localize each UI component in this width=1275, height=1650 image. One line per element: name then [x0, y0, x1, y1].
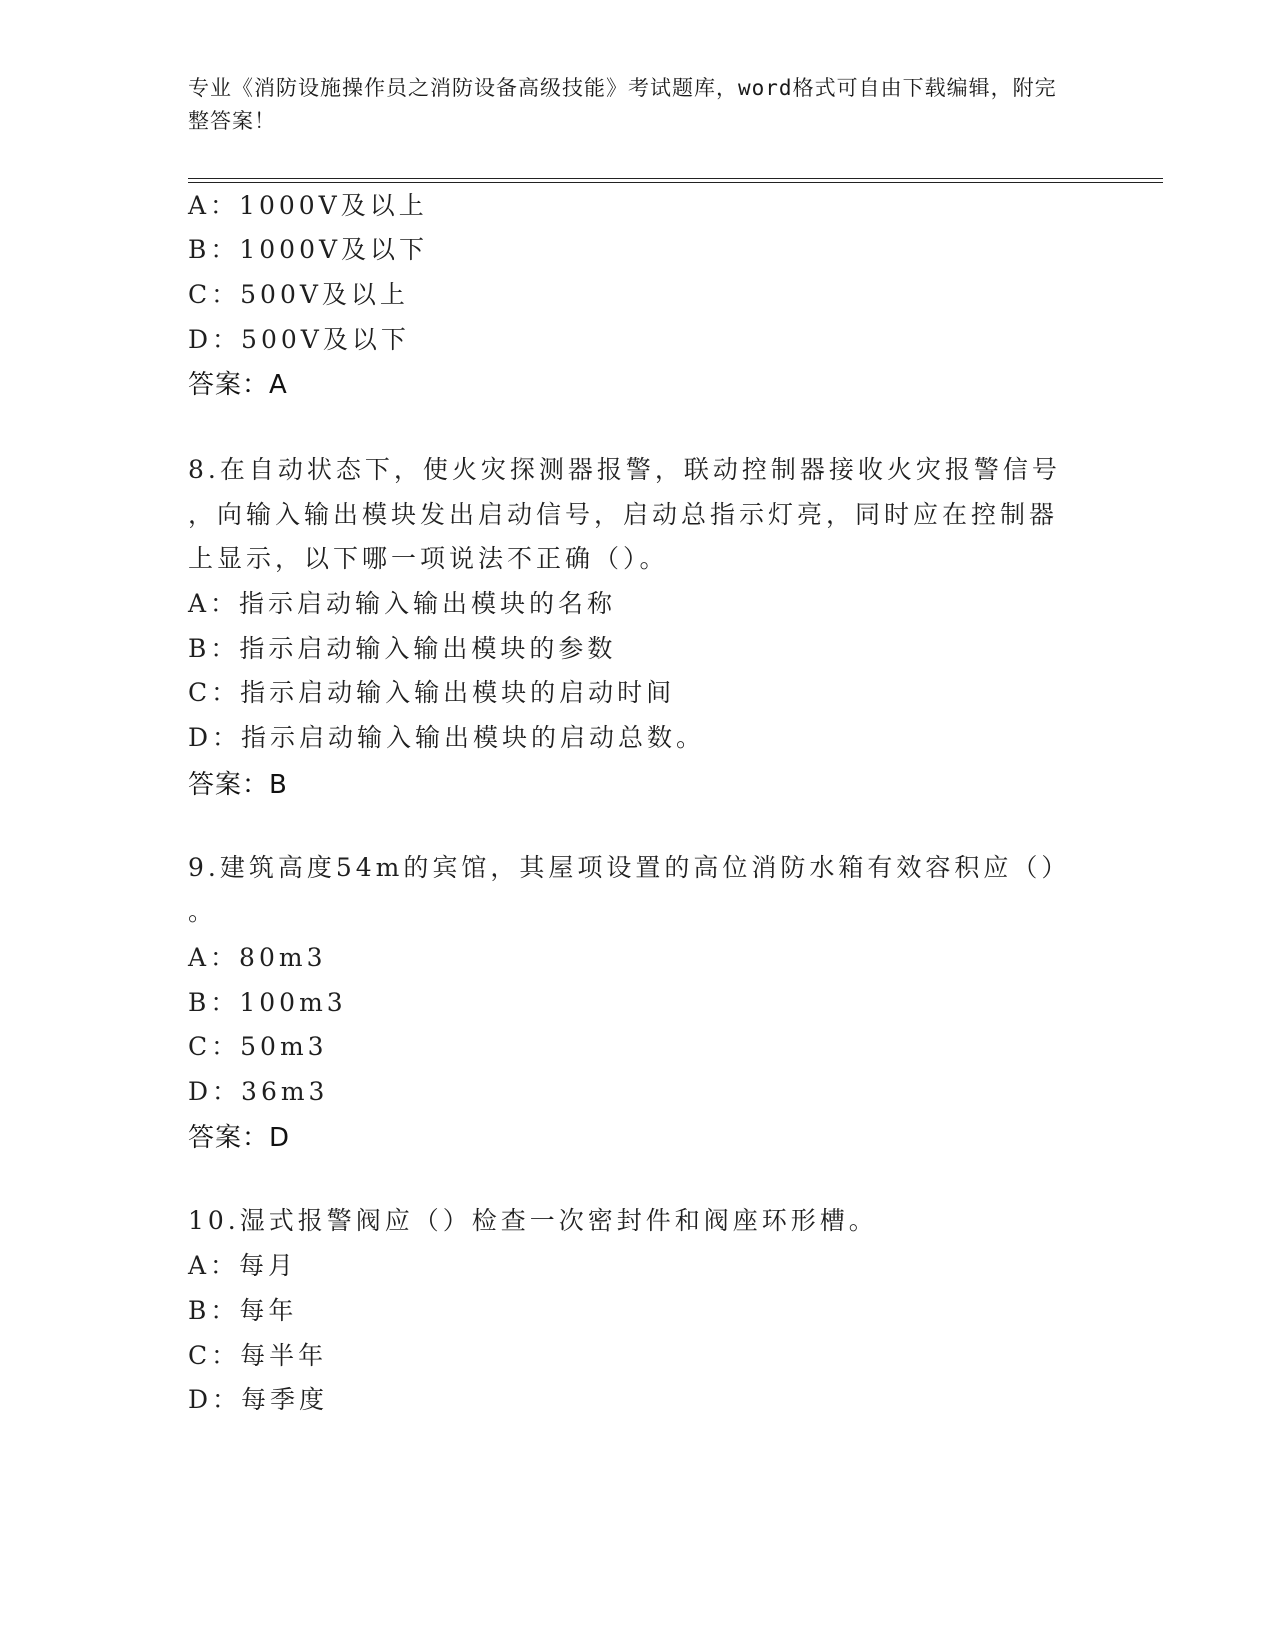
q10-option-d: D：每季度: [188, 1385, 329, 1414]
q10-option-b: B：每年: [188, 1296, 298, 1325]
q9-option-d: D：36m3: [188, 1077, 329, 1106]
q8-option-d: D：指示启动输入输出模块的启动总数。: [188, 723, 706, 752]
header-divider: [188, 178, 1163, 183]
q9-option-b: B：100m3: [188, 988, 347, 1017]
q8-option-a: A：指示启动输入输出模块的名称: [188, 589, 617, 618]
q9-answer: 答案：D: [188, 1123, 291, 1153]
q7-option-d: D：500V及以下: [188, 325, 410, 354]
q8-stem-line-3: 上显示，以下哪一项说法不正确（）。: [188, 544, 669, 573]
q9-stem-line-2: 。: [188, 897, 218, 926]
q10-option-c: C：每半年: [188, 1341, 328, 1370]
q7-option-b: B：1000V及以下: [188, 235, 429, 264]
q7-option-a: A：1000V及以上: [188, 191, 428, 220]
q7-answer: 答案：A: [188, 370, 288, 400]
q8-stem-line-2: ，向输入输出模块发出启动信号，启动总指示灯亮，同时应在控制器: [188, 500, 1059, 529]
q9-option-a: A：80m3: [188, 943, 327, 972]
q8-stem-line-1: 8.在自动状态下，使火灾探测器报警，联动控制器接收火灾报警信号: [188, 455, 1061, 484]
q7-option-c: C：500V及以上: [188, 280, 409, 309]
document-header: 专业《消防设施操作员之消防设备高级技能》考试题库，word格式可自由下载编辑，附完整答案！: [188, 76, 1057, 133]
q9-stem-line-1: 9.建筑高度54m的宾馆，其屋项设置的高位消防水箱有效容积应（）: [188, 853, 1071, 882]
q8-option-b: B：指示启动输入输出模块的参数: [188, 634, 617, 663]
q8-option-c: C：指示启动输入输出模块的启动时间: [188, 678, 676, 707]
q9-option-c: C：50m3: [188, 1032, 328, 1061]
q8-answer: 答案：B: [188, 770, 288, 800]
q10-stem-line-1: 10.湿式报警阀应（）检查一次密封件和阀座环形槽。: [188, 1206, 878, 1235]
q10-option-a: A：每月: [188, 1251, 298, 1280]
